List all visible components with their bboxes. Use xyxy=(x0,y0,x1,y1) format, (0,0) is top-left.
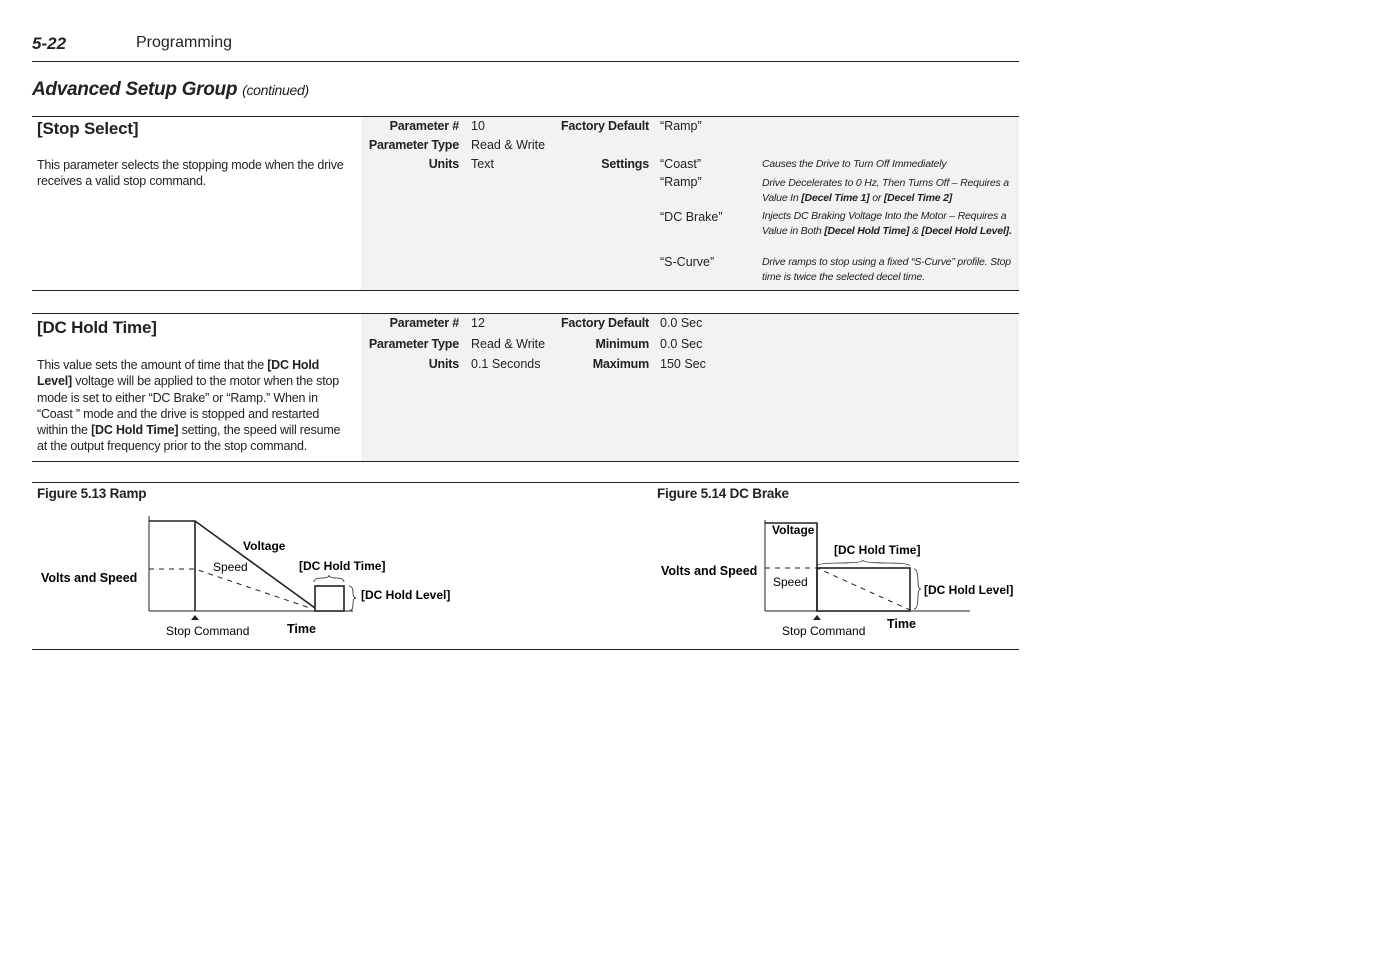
dc-hold-type-label: Parameter Type xyxy=(368,337,459,351)
dcb-hold-time-brace xyxy=(817,560,910,566)
ramp-stop-command-label: Stop Command xyxy=(166,624,250,638)
dc-hold-max-value: 150 Sec xyxy=(660,357,706,371)
section-title xyxy=(32,79,309,101)
setting-coast-desc: Causes the Drive to Turn Off Immediately xyxy=(762,158,947,170)
setting-ramp-name: “Ramp” xyxy=(660,175,702,189)
ramp-stop-arrow-icon xyxy=(191,615,199,620)
dc-hold-param-value: 12 xyxy=(471,316,485,330)
stop-select-default-label: Factory Default xyxy=(561,119,649,133)
stop-select-type-label: Parameter Type xyxy=(368,138,459,152)
setting-dc-brake-name: “DC Brake” xyxy=(660,210,723,224)
stop-select-default-value: “Ramp” xyxy=(660,119,702,133)
ramp-diagram xyxy=(0,500,460,645)
stop-select-title: [Stop Select] xyxy=(37,119,139,138)
dcb-stop-arrow-icon xyxy=(813,615,821,620)
stop-select-units-value: Text xyxy=(471,157,494,171)
figure-ramp-title: Figure 5.13 Ramp xyxy=(37,486,147,501)
chapter-title: Programming xyxy=(136,34,233,51)
section-continued: (continued) xyxy=(242,82,309,98)
dcb-hold-time-label: [DC Hold Time] xyxy=(834,543,921,557)
setting-s-curve-desc: Drive ramps to stop using a fixed “S-Curve” profile. Stop time is twice the selected decel time. xyxy=(762,256,1011,283)
dc-brake-diagram xyxy=(650,500,1020,645)
dc-hold-title: [DC Hold Time] xyxy=(37,318,157,337)
stop-select-units-label: Units xyxy=(428,157,459,171)
page-number: 5-22 xyxy=(32,34,67,53)
stop-select-type-value: Read & Write xyxy=(471,138,546,152)
ramp-hold-level-label: [DC Hold Level] xyxy=(361,588,451,602)
dc-hold-units-value: 0.1 Seconds xyxy=(471,357,541,371)
dc-hold-min-label: Minimum xyxy=(595,337,649,351)
setting-coast-name: “Coast” xyxy=(660,157,701,171)
rule-figures-top xyxy=(32,482,1019,483)
ramp-hold-pulse xyxy=(315,586,344,611)
ramp-speed-label: Speed xyxy=(213,560,248,574)
rule-figures-bottom xyxy=(32,649,1019,650)
dc-hold-min-value: 0.0 Sec xyxy=(660,337,703,351)
section-title-text: Advanced Setup Group xyxy=(32,79,238,100)
dcb-stop-command-label: Stop Command xyxy=(782,624,866,638)
ramp-y-label: Volts and Speed xyxy=(41,571,138,585)
dcb-y-label: Volts and Speed xyxy=(661,564,758,578)
ramp-hold-time-label: [DC Hold Time] xyxy=(299,559,386,573)
setting-ramp-desc: Drive Decelerates to 0 Hz, Then Turns Off – Requires a Value In [Decel Time 1] or [Decel Time 2] xyxy=(762,177,1009,204)
dc-hold-max-label: Maximum xyxy=(592,357,649,371)
stop-select-description: This parameter selects the stopping mode when the drive receives a valid stop command. xyxy=(37,158,344,189)
dcb-speed-label: Speed xyxy=(773,575,808,589)
dcb-voltage-label: Voltage xyxy=(772,523,815,537)
rule-stop-select-bottom xyxy=(32,290,1019,291)
dc-hold-units-label: Units xyxy=(428,357,459,371)
stop-select-param-value: 10 xyxy=(471,119,485,133)
ramp-time-label: Time xyxy=(287,622,316,636)
stop-select-param-label: Parameter # xyxy=(389,119,459,133)
dc-hold-description: This value sets the amount of time that the [DC Hold Level] voltage will be applied to the motor when the stop mode is set to either “DC Brake” or “Ramp.” When in “Coast ” mode and the drive is stopped and restarted within the [DC Hold Time] setting, the speed will resume at the output frequency prior to the stop command. xyxy=(37,358,341,454)
ramp-hold-time-brace xyxy=(314,575,344,582)
setting-dc-brake-desc: Injects DC Braking Voltage Into the Motor – Requires a Value in Both [Decel Hold Time] & [Decel Hold Level]. xyxy=(762,210,1012,237)
ramp-hold-level-brace xyxy=(349,586,356,611)
dc-hold-default-label: Factory Default xyxy=(561,316,649,330)
dcb-hold-level-brace xyxy=(914,569,921,609)
dc-hold-default-value: 0.0 Sec xyxy=(660,316,703,330)
dcb-hold-level-label: [DC Hold Level] xyxy=(924,583,1014,597)
figure-dc-brake-title: Figure 5.14 DC Brake xyxy=(657,486,789,501)
dcb-time-label: Time xyxy=(887,617,916,631)
header-rule xyxy=(32,61,1019,62)
ramp-voltage-label: Voltage xyxy=(243,539,286,553)
dc-hold-type-value: Read & Write xyxy=(471,337,546,351)
stop-select-settings-label: Settings xyxy=(601,157,649,171)
setting-s-curve-name: “S-Curve” xyxy=(660,255,715,269)
dc-hold-param-label: Parameter # xyxy=(389,316,459,330)
rule-dc-hold-bottom xyxy=(32,461,1019,462)
ramp-speed-curve xyxy=(149,569,310,608)
